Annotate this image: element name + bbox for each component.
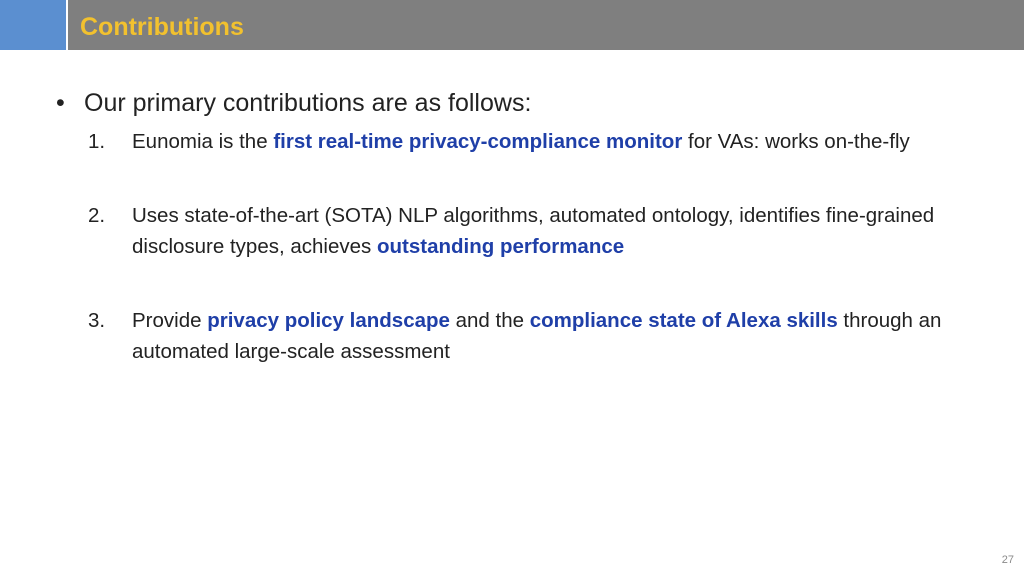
item-text-part: through an automated large-scale assessment	[132, 309, 942, 363]
item-text-part: Eunomia is the	[132, 130, 274, 153]
item-highlight: first real-time privacy-compliance monitor	[273, 130, 683, 153]
contribution-item-1	[88, 126, 1018, 157]
slide-title: Contributions	[80, 13, 244, 41]
item-number: 1.	[88, 130, 106, 153]
item-text-part: Uses state-of-the-art (SOTA) NLP algorithms, automated ontology, identifies fine-grained disclosure types, achieves	[132, 204, 935, 258]
item-text-part: and the	[449, 309, 530, 332]
item-text	[132, 200, 1018, 262]
bullet-icon: •	[56, 89, 65, 117]
item-number: 3.	[88, 309, 106, 332]
item-text	[132, 305, 1018, 367]
intro-bullet	[56, 88, 531, 118]
intro-text: Our primary contributions are as follows:	[84, 89, 532, 117]
contribution-item-3	[88, 305, 1018, 367]
item-number: 2.	[88, 204, 106, 227]
item-highlight: privacy policy landscape	[207, 309, 450, 332]
item-highlight: compliance state of Alexa skills	[529, 309, 838, 332]
item-text-part: for VAs: works on-the-fly	[682, 130, 910, 153]
page-number: 27	[1001, 554, 1014, 566]
contribution-item-2	[88, 200, 1018, 262]
item-text-part: Provide	[132, 309, 208, 332]
item-highlight: outstanding performance	[376, 235, 625, 258]
item-text	[132, 126, 1018, 157]
header-accent-block	[0, 0, 68, 50]
